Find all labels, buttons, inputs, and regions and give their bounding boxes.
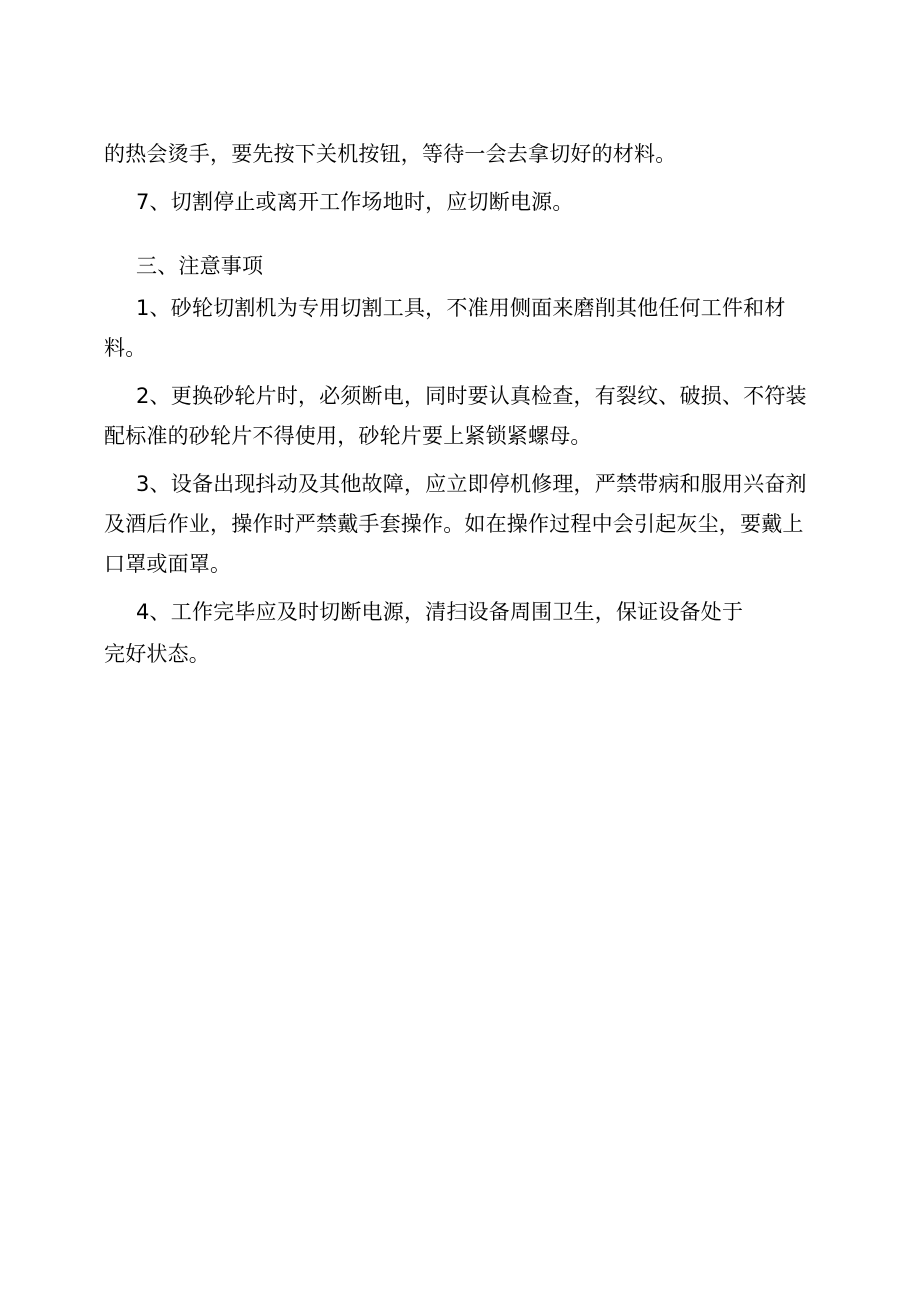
document-body <box>104 134 808 674</box>
section-heading-precautions: 三、注意事项 <box>136 254 264 278</box>
paragraph-item-7: 7、切割停止或离开工作场地时，应切断电源。 <box>136 190 574 214</box>
precaution-item-2: 2、更换砂轮片时，必须断电，同时要认真检查，有裂纹、破损、不符装配标准的砂轮片不得使用，砂轮片要上紧锁紧螺母。 <box>104 384 807 448</box>
precaution-item-3: 3、设备出现抖动及其他故障，应立即停机修理，严禁带病和服用兴奋剂及酒后作业，操作时严禁戴手套操作。如在操作过程中会引起灰尘，要戴上口罩或面罩。 <box>104 472 807 576</box>
precaution-item-1: 1、砂轮切割机为专用切割工具，不准用侧面来磨削其他任何工件和材料。 <box>104 296 786 360</box>
precaution-item-4: 4、工作完毕应及时切断电源，清扫设备周围卫生，保证设备处于 <box>136 600 744 624</box>
precaution-item-4-tail: 完好状态。 <box>104 642 210 666</box>
paragraph-continuation: 的热会烫手，要先按下关机按钮，等待一会去拿切好的材料。 <box>104 142 677 166</box>
